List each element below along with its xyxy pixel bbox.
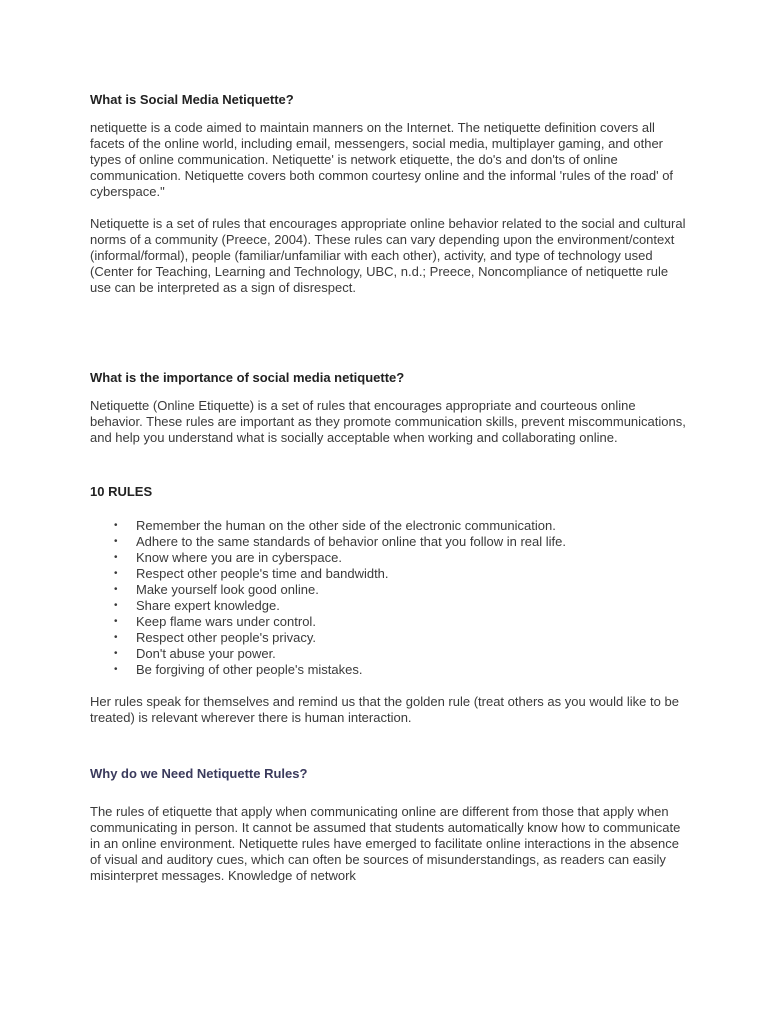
list-item bbox=[90, 534, 690, 550]
heading-10-rules: 10 RULES bbox=[90, 484, 153, 499]
list-item bbox=[90, 614, 690, 630]
list-item bbox=[90, 598, 690, 614]
bullet-icon: • bbox=[114, 632, 118, 643]
list-item-text: Respect other people's time and bandwidth. bbox=[136, 566, 389, 581]
list-item-text: Don't abuse your power. bbox=[136, 646, 276, 661]
bullet-icon: • bbox=[114, 536, 118, 547]
list-item bbox=[90, 662, 690, 678]
heading-why-netiquette: Why do we Need Netiquette Rules? bbox=[90, 766, 308, 781]
list-item-text: Make yourself look good online. bbox=[136, 582, 319, 597]
paragraph-importance: Netiquette (Online Etiquette) is a set of rules that encourages appropriate and courteous online behavior. These rules are important as they promote communication skills, prevent miscommunications, and help you understand what is socially acceptable when working and collaborating online. bbox=[90, 398, 686, 445]
list-item-text: Be forgiving of other people's mistakes. bbox=[136, 662, 363, 677]
bullet-icon: • bbox=[114, 520, 118, 531]
list-item-text: Share expert knowledge. bbox=[136, 598, 280, 613]
bullet-icon: • bbox=[114, 664, 118, 675]
bullet-icon: • bbox=[114, 648, 118, 659]
list-item bbox=[90, 582, 690, 598]
list-item bbox=[90, 518, 690, 534]
list-item bbox=[90, 630, 690, 646]
list-item bbox=[90, 566, 690, 582]
heading-importance: What is the importance of social media netiquette? bbox=[90, 370, 405, 385]
paragraph-golden-rule: Her rules speak for themselves and remind us that the golden rule (treat others as you would like to be treated) is relevant wherever there is human interaction. bbox=[90, 694, 679, 725]
paragraph-netiquette-definition: netiquette is a code aimed to maintain manners on the Internet. The netiquette definition covers all facets of the online world, including email, messengers, social media, multiplayer gaming, and other types of online communication. Netiquette' is network etiquette, the do's and don'ts of online communication. Netiquette covers both common courtesy online and the informal 'rules of the road' of cyberspace." bbox=[90, 120, 674, 199]
rules-list bbox=[90, 518, 690, 678]
paragraph-netiquette-rules-norms: Netiquette is a set of rules that encourages appropriate online behavior related to the social and cultural norms of a community (Preece, 2004). These rules can vary depending upon the environment/context (informal/formal), people (familiar/unfamiliar with each other), activity, and type of technology used (Center for Teaching, Learning and Technology, UBC, n.d.; Preece, Noncompliance of netiquette rule use can be interpreted as a sign of disrespect. bbox=[90, 216, 686, 295]
bullet-icon: • bbox=[114, 600, 118, 611]
list-item-text: Know where you are in cyberspace. bbox=[136, 550, 342, 565]
list-item-text: Remember the human on the other side of the electronic communication. bbox=[136, 518, 556, 533]
bullet-icon: • bbox=[114, 568, 118, 579]
bullet-icon: • bbox=[114, 616, 118, 627]
bullet-icon: • bbox=[114, 552, 118, 563]
list-item bbox=[90, 550, 690, 566]
list-item bbox=[90, 646, 690, 662]
document-page bbox=[90, 92, 690, 884]
bullet-icon: • bbox=[114, 584, 118, 595]
list-item-text: Adhere to the same standards of behavior online that you follow in real life. bbox=[136, 534, 566, 549]
paragraph-why-netiquette: The rules of etiquette that apply when communicating online are different from those that apply when communicating in person. It cannot be assumed that students automatically know how to communicate in an online environment. Netiquette rules have emerged to facilitate online interactions in the absence of visual and auditory cues, which can often be sources of misunderstandings, as readers can easily misinterpret messages. Knowledge of network bbox=[90, 804, 681, 883]
list-item-text: Keep flame wars under control. bbox=[136, 614, 316, 629]
heading-what-is-netiquette: What is Social Media Netiquette? bbox=[90, 92, 294, 107]
list-item-text: Respect other people's privacy. bbox=[136, 630, 317, 645]
